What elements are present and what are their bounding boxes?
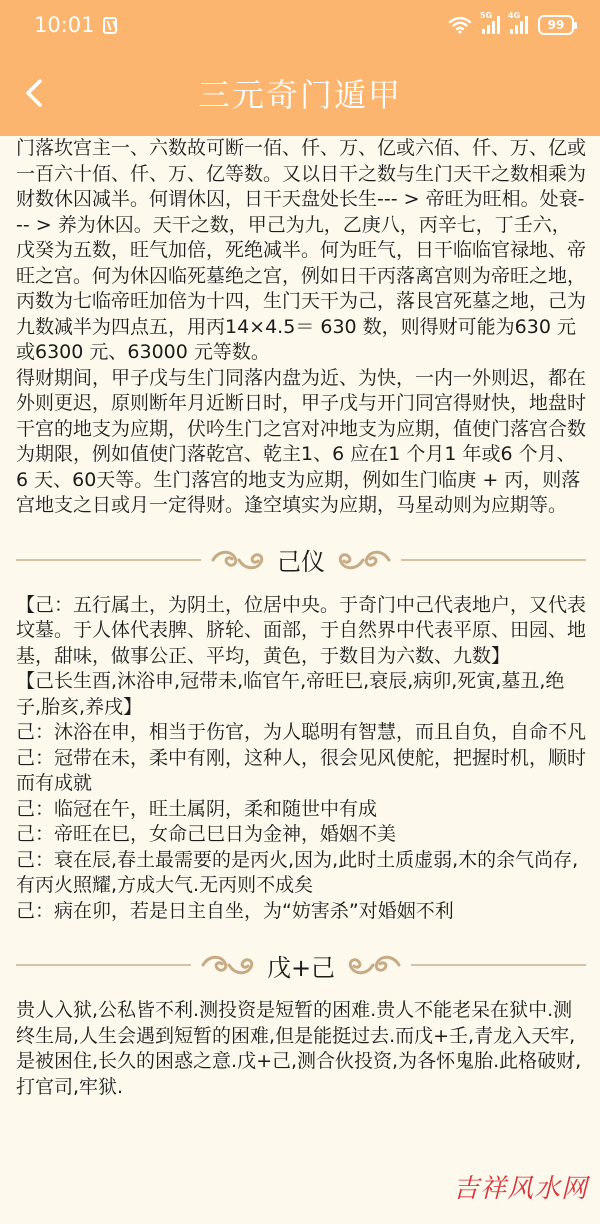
paragraph: 【己：五行属土，为阴土，位居中央。于奇门中己代表地户，又代表坟墓。于人体代表脾、脐轮、面部，于自然界中代表平原、田园、地基，甜味，做事公正、平均，黄色，于数目为六数、九数】 [16, 593, 587, 667]
signal-4g-icon [508, 11, 528, 34]
section-wu-ji [16, 998, 586, 1100]
paragraph: 己：衰在辰,春土最需要的是丙火,因为,此时土质虚弱,木的余气尚存,有丙火照耀,方成大气.无丙则不成矣 [16, 848, 579, 896]
paragraph: 门落坎宫主一、六数故可断一佰、仟、万、亿或六佰、仟、万、亿或一百六十佰、仟、万、亿等数。又以日干之数与生门天干之数相乘为财数休囚减半。何谓休囚，日干天盘处长生--- > 帝旺为旺相。处衰--- > 养为休囚。天干之数，甲己为九，乙庚八，丙辛七，丁壬六，戊癸为五数，旺气加倍，死绝减半。何为旺气，日干临临官禄地、帝旺之宫。何为休囚临死墓绝之宫，例如日干丙落离宫则为帝旺之地，丙数为七临帝旺加倍为十四，生门天干为己，落艮宫死墓之地，己为九数减半为四点五，用丙14×4.5＝ 630 数，则得财可能为630 元或6300 元、63000 元等数。 [16, 137, 587, 363]
wifi-icon [448, 16, 472, 34]
signal-5g-tag: 5G [480, 11, 493, 20]
scroll-ornament-icon [199, 953, 259, 977]
status-left [34, 13, 117, 37]
section-title: 己仪 [277, 548, 325, 576]
divider-line [16, 964, 191, 966]
divider-line [411, 964, 586, 966]
battery-level: 99 [547, 18, 565, 32]
paragraph: 己：冠带在未，柔中有刚，这种人，很会见风使舵，把握时机，顺时而有成就 [16, 746, 587, 794]
divider-line [16, 559, 201, 561]
scroll-ornament-icon [209, 548, 269, 572]
paragraph: 己：沐浴在申，相当于伤官，为人聪明有智慧，而且自负，自命不凡 [16, 721, 587, 743]
article-content[interactable] [0, 136, 600, 1224]
back-button[interactable] [14, 73, 54, 113]
page-title: 三元奇门遁甲 [197, 76, 402, 114]
battery-icon [538, 15, 574, 35]
scroll-ornament-icon [333, 548, 393, 572]
chevron-left-icon [23, 78, 45, 108]
divider-center [201, 542, 401, 577]
nav-bar [0, 50, 600, 136]
section-divider [16, 942, 586, 988]
section-divider [16, 537, 586, 583]
status-time: 10:01 [34, 13, 95, 37]
paragraph: 己：病在卯，若是日主自坐，为“妨害杀”对婚姻不利 [16, 899, 454, 922]
signal-4g-tag: 4G [508, 11, 521, 20]
divider-line [401, 559, 586, 561]
section-title: 戊+己 [266, 953, 336, 982]
paragraph: 己：帝旺在巳，女命己巳日为金神，婚姻不美 [16, 823, 397, 845]
nfc-icon [103, 17, 117, 34]
divider-center [191, 948, 411, 983]
paragraph: 贵人入狱,公私皆不利.测投资是短暂的困难.贵人不能老呆在狱中.测终生局,人生会遇到短暂的困难,但是能挺过去.而戊+壬,青龙入天牢,是被困住,长久的困惑之意.戊+己,测合伙投资,为各怀鬼胎.此格破财,打官司,牢狱. [16, 999, 582, 1098]
scroll-ornament-icon [343, 953, 403, 977]
section-ji-yi [16, 593, 586, 925]
paragraph: 【己长生酉,沐浴申,冠带未,临官午,帝旺巳,衰辰,病卯,死寅,墓丑,绝子,胎亥,养戌】 [16, 670, 565, 718]
watermark: 吉祥风水网 [452, 1174, 588, 1204]
paragraph: 得财期间，甲子戊与生门同落内盘为近、为快，一内一外则迟，都在外则更迟，原则断年月近断日时，甲子戊与开门同宫得财快，地盘时干宫的地支为应期，伏吟生门之宫对冲地支为应期，值使门落宫合数为期限，例如值使门落乾宫、乾主1、6 应在1 个月1 年或6 个月、6 天、60天等。生门落宫的地支为应期，例如生门临庚 + 丙，则落宫地支之日或月一定得财。逢空填实为应期，马星动则为应期等。 [16, 366, 587, 516]
paragraph: 己：临冠在午，旺土属阴，柔和随世中有成 [16, 797, 378, 820]
status-right [448, 11, 574, 35]
signal-5g-icon [480, 11, 500, 34]
status-bar [0, 0, 600, 50]
section-intro [16, 136, 586, 519]
